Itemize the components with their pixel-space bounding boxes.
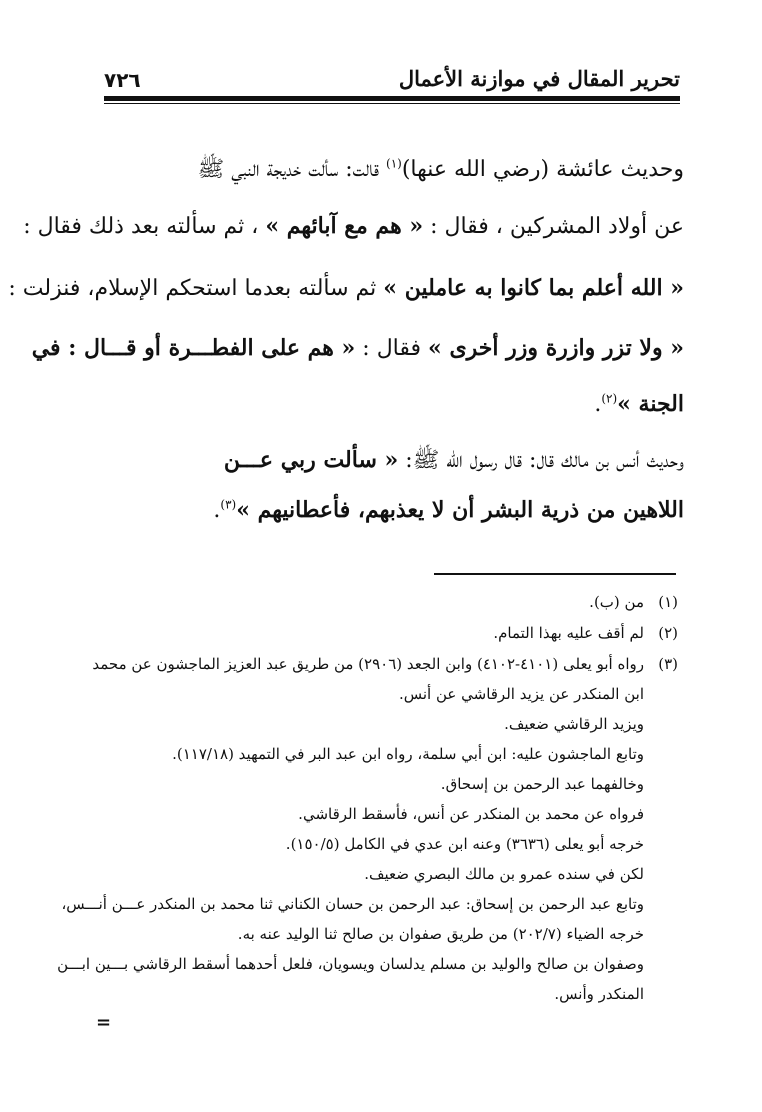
footnote-3-line: وخالفهما عبد الرحمن بن إسحاق.	[440, 775, 644, 793]
header-rule-thick	[104, 96, 680, 101]
header-rule-thin	[104, 103, 680, 104]
footnote-2: (٢)لم أقف عليه بهذا التمام.	[493, 624, 678, 642]
quran-quote: « ولا تزر وازرة وزر أخرى »	[428, 335, 684, 361]
text-line: عن أولاد المشركين ، فقال : « هم مع آبائهم » ، ثم سألته بعد ذلك فقال :	[23, 213, 684, 239]
hadith-quote: اللاهين من ذرية البشر أن لا يعذبهم، فأعطانيهم »	[236, 497, 684, 523]
hadith-quote: « هم مع آبائهم »	[265, 213, 424, 239]
text-line: وحديث أنس بن مالك قال: قال رسول الله ﷺ: « سألت ربي عـــن	[223, 447, 684, 473]
hadith-quote: « سألت ربي عـــن	[223, 447, 399, 473]
footnote-3-line: ابن المنكدر عن يزيد الرقاشي عن أنس.	[398, 685, 644, 703]
footnote-divider	[434, 573, 676, 575]
footnote-ref-2: (٢)	[601, 391, 618, 406]
text-line: وحديث عائشة (رضي الله عنها)$^{(١)}$ قالت: سألت خديجة النبي ﷺ	[197, 156, 684, 182]
footnote-3-line: فرواه عن محمد بن المنكدر عن أنس، فأسقط الرقاشي.	[298, 805, 644, 823]
book-title: تحرير المقال في موازنة الأعمال	[398, 66, 680, 91]
footnote-3-line: خرجه أبو يعلى (٣٦٣٦) وعنه ابن عدي في الكامل (١٥٠/٥).	[285, 835, 644, 853]
footnote-3-line: المنكدر وأنس.	[554, 985, 644, 1003]
hadith-quote: « هم على الفطـــرة أو قـــال : في	[31, 335, 356, 361]
footnote-3-line: لكن في سنده عمرو بن مالك البصري ضعيف.	[364, 865, 644, 883]
hadith-quote: الجنة »	[617, 391, 684, 417]
footnote-3: (٣)رواه أبو يعلى (٤١٠١-٤١٠٢) وابن الجعد (٢٩٠٦) من طريق عبد العزيز الماجشون عن محمد	[92, 655, 678, 673]
footnote-ref-3: (٣)	[220, 497, 237, 512]
text-line: اللاهين من ذرية البشر أن لا يعذبهم، فأعطانيهم »$^{(٣)}$.	[213, 497, 684, 523]
page-number: ٧٢٦	[104, 68, 141, 92]
footnote-3-line: وصفوان بن صالح والوليد بن مسلم يدلسان ويسويان، فلعل أحدهما أسقط الرقاشي بـــين ابـــن	[57, 955, 644, 973]
text-line: الجنة »$^{(٢)}$.	[594, 391, 684, 417]
page-header	[104, 66, 680, 96]
footnote-3-line: وتابع الماجشون عليه: ابن أبي سلمة، رواه ابن عبد البر في التمهيد (١١٧/١٨).	[172, 745, 644, 763]
footnote-1: (١)من (ب).	[589, 593, 678, 611]
hadith-quote: « الله أعلم بما كانوا به عاملين »	[383, 275, 684, 301]
footnote-3-line: وتابع عبد الرحمن بن إسحاق: عبد الرحمن بن حسان الكناني ثنا محمد بن المنكدر عـــن أنـــس،	[61, 895, 644, 913]
text-line: « ولا تزر وازرة وزر أخرى » فقال : « هم على الفطـــرة أو قـــال : في	[31, 335, 684, 361]
text-line: « الله أعلم بما كانوا به عاملين » ثم سألته بعدما استحكم الإسلام، فنزلت :	[8, 275, 684, 301]
footnote-ref-1: (١)	[386, 156, 402, 171]
continuation-mark: =	[96, 1012, 112, 1033]
footnote-3-line: ويزيد الرقاشي ضعيف.	[504, 715, 644, 733]
footnote-3-line: خرجه الضياء (٢٠٢/٧) من طريق صفوان بن صالح ثنا الوليد عنه به.	[237, 925, 644, 943]
